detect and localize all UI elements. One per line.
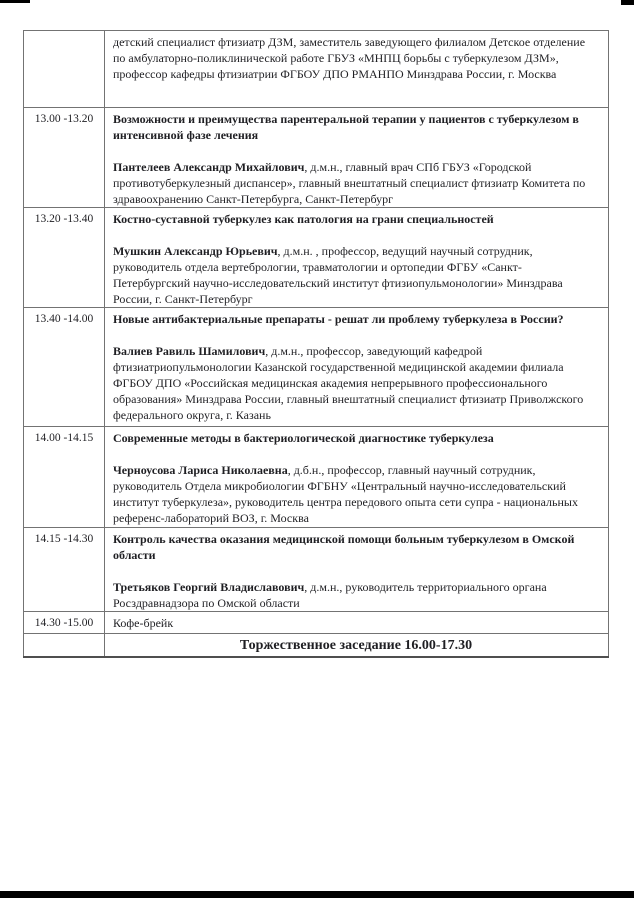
speaker-paragraph [113, 579, 599, 611]
speaker-details: , д.б.н., профессор, главный научный сотрудник, руководитель Отдела микробиологии ФГБНУ «Центральный научно-исследовательский институт туберкулеза», руководитель центра передового опыта сети супра - национальных референс-лабораторий ВОЗ, г. Москва [113, 463, 578, 525]
speaker-details: , д.м.н., профессор, заведующий кафедрой фтизиатриопульмонологии Казанской государственной медицинской академии филиала ФГБОУ ДПО «Российская медицинская академия непрерывного профессионального образования» Минздрава России, главный внештатный специалист фтизиатр Приволжского федерального округа, г. Казань [113, 344, 584, 422]
session-title: Новые антибактериальные препараты - решат ли проблему туберкулеза в России? [113, 312, 564, 326]
speaker-name: Черноусова Лариса Николаевна [113, 463, 288, 477]
session-title: Возможности и преимущества парентеральной терапии у пациентов с туберкулезом в интенсивной фазе лечения [113, 112, 579, 142]
speaker-paragraph [113, 159, 599, 207]
time-cell: 14.15 -14.30 [24, 528, 105, 612]
time-cell: 14.00 -14.15 [24, 427, 105, 528]
coffee-break-label: Кофе-брейк [113, 616, 174, 630]
scan-artifact-bottom-line [0, 891, 634, 898]
table-row [24, 427, 609, 528]
session-title: Современные методы в бактериологической диагностике туберкулеза [113, 431, 494, 445]
session-cell [105, 528, 609, 612]
speaker-details: , д.м.н., руководитель территориального органа Росздравнадзора по Омской области [113, 580, 547, 610]
speaker-paragraph [113, 243, 599, 307]
ceremony-cell: Торжественное заседание 16.00-17.30 [105, 634, 609, 657]
speaker-paragraph [113, 462, 599, 526]
table-row [24, 528, 609, 612]
speaker-name: Валиев Равиль Шамилович [113, 344, 266, 358]
time-cell [24, 31, 105, 108]
time-cell: 13.20 -13.40 [24, 208, 105, 308]
session-title: Костно-суставной туберкулез как патология на грани специальностей [113, 212, 494, 226]
speaker-name: Мушкин Александр Юрьевич [113, 244, 278, 258]
programme-table [23, 30, 609, 658]
session-cell [105, 612, 609, 634]
time-cell: 13.40 -14.00 [24, 308, 105, 427]
time-cell: 13.00 -13.20 [24, 108, 105, 208]
table-row [24, 108, 609, 208]
time-cell [24, 634, 105, 657]
session-cell [105, 108, 609, 208]
speaker-name: Третьяков Георгий Владиславович [113, 580, 305, 594]
table-row [24, 612, 609, 634]
session-cell [105, 31, 609, 108]
speaker-details: , д.м.н., главный врач СПб ГБУЗ «Городской противотуберкулезный диспансер», главный внештатный специалист фтизиатр Комитета по здравоохранению Санкт-Петербурга, Санкт-Петербург [113, 160, 586, 206]
speaker-name: Пантелеев Александр Михайлович [113, 160, 305, 174]
speaker-details: , д.м.н. , профессор, ведущий научный сотрудник, руководитель отдела вертебрологии, травматологии и ортопедии ФГБУ «Санкт-Петербургский научно-исследовательский институт фтизиопульмонологии» Минздрава России, г. Санкт-Петербург [113, 244, 563, 306]
table-row [24, 208, 609, 308]
speaker-details-continuation: детский специалист фтизиатр ДЗМ, заместитель заведующего филиалом Детское отделение по амбулаторно-поликлинической работе ГБУЗ «МНПЦ борьбы с туберкулезом ДЗМ», профессор кафедры фтизиатрии ФГБОУ ДПО РМАНПО Минздрава России, г. Москва [113, 35, 586, 81]
session-cell [105, 427, 609, 528]
table-row [24, 31, 609, 108]
session-title: Контроль качества оказания медицинской помощи больным туберкулезом в Омской области [113, 532, 575, 562]
table-row [24, 634, 609, 657]
speaker-paragraph [113, 343, 599, 423]
session-cell [105, 308, 609, 427]
table-row [24, 308, 609, 427]
session-cell [105, 208, 609, 308]
scan-artifact-top-left [0, 0, 30, 3]
scan-artifact-top-right [621, 0, 634, 5]
time-cell: 14.30 -15.00 [24, 612, 105, 634]
